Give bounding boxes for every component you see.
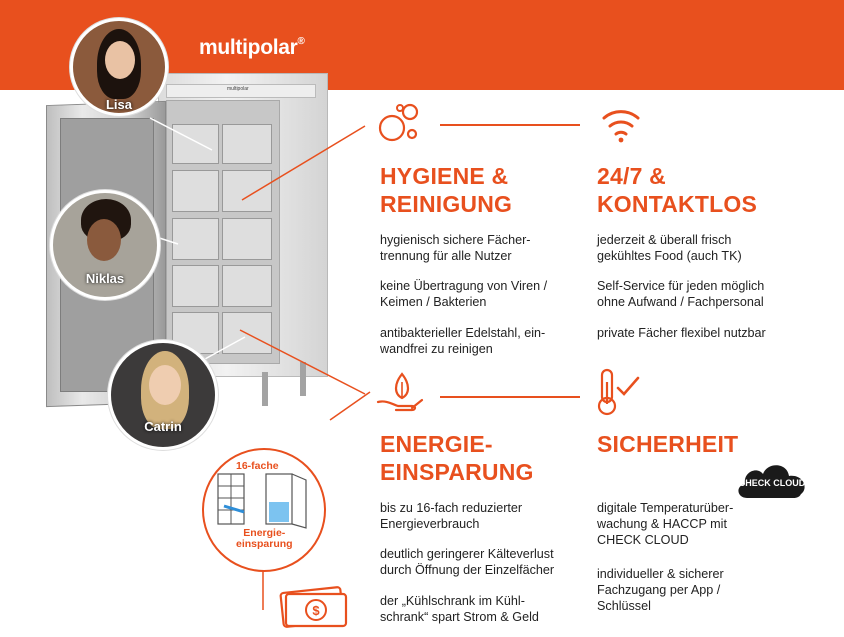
check-cloud-badge: CHECK CLOUD [738, 478, 806, 488]
person-name: Niklas [85, 271, 125, 286]
section-divider [440, 124, 580, 126]
energy-text: bis zu 16-fach reduzierter Energieverbrauch [380, 501, 523, 531]
fridge-control-panel: multipolar [166, 84, 316, 98]
energy-title: ENERGIE- EINSPARUNG [380, 431, 534, 485]
person-name: Catrin [144, 419, 182, 434]
fridge-comparison-icon [214, 472, 310, 528]
energy-text: deutlich geringerer Kälteverlust durch Öffnung der Einzelfächer [380, 547, 555, 577]
wifi-icon [598, 104, 642, 144]
avatar-catrin [108, 340, 218, 450]
contactless-text: jederzeit & überall frisch gekühltes Food (auch TK) [597, 233, 742, 263]
energy-diagram-top-label: 16-fache [236, 460, 279, 472]
avatar-niklas [50, 190, 160, 300]
svg-text:$: $ [312, 603, 320, 618]
avatar-lisa [70, 18, 168, 116]
security-title: SICHERHEIT [597, 431, 739, 457]
contactless-text: private Fächer flexibel nutzbar [597, 326, 766, 340]
contactless-text: Self-Service für jeden möglich ohne Aufwand / Fachpersonal [597, 279, 765, 309]
hygiene-text: keine Übertragung von Viren / Keimen / Bakterien [380, 279, 548, 309]
contactless-title: 24/7 & KONTAKTLOS [597, 163, 758, 217]
hygiene-title: HYGIENE & REINIGUNG [380, 163, 513, 217]
bubbles-icon [376, 100, 420, 146]
hygiene-text: hygienisch sichere Fächer- trennung für alle Nutzer [380, 233, 531, 263]
hygiene-text: antibakterieller Edelstahl, ein- wandfrei zu reinigen [380, 326, 546, 356]
leaf-hand-icon [376, 370, 426, 416]
energy-text: der „Kühlschrank im Kühl- schrank“ spart Strom & Geld [380, 594, 539, 624]
brand-logo: multipolar® [199, 36, 305, 59]
security-text: individueller & sicherer Fachzugang per App / Schlüssel [597, 567, 724, 613]
section-divider [440, 396, 580, 398]
security-text: digitale Temperaturüber- wachung & HACCP mit CHECK CLOUD [597, 501, 734, 547]
money-icon [278, 584, 350, 630]
energy-diagram-bottom-label: Energie- einsparung [236, 527, 293, 550]
thermometer-check-icon [596, 366, 642, 418]
person-name: Lisa [105, 97, 132, 112]
